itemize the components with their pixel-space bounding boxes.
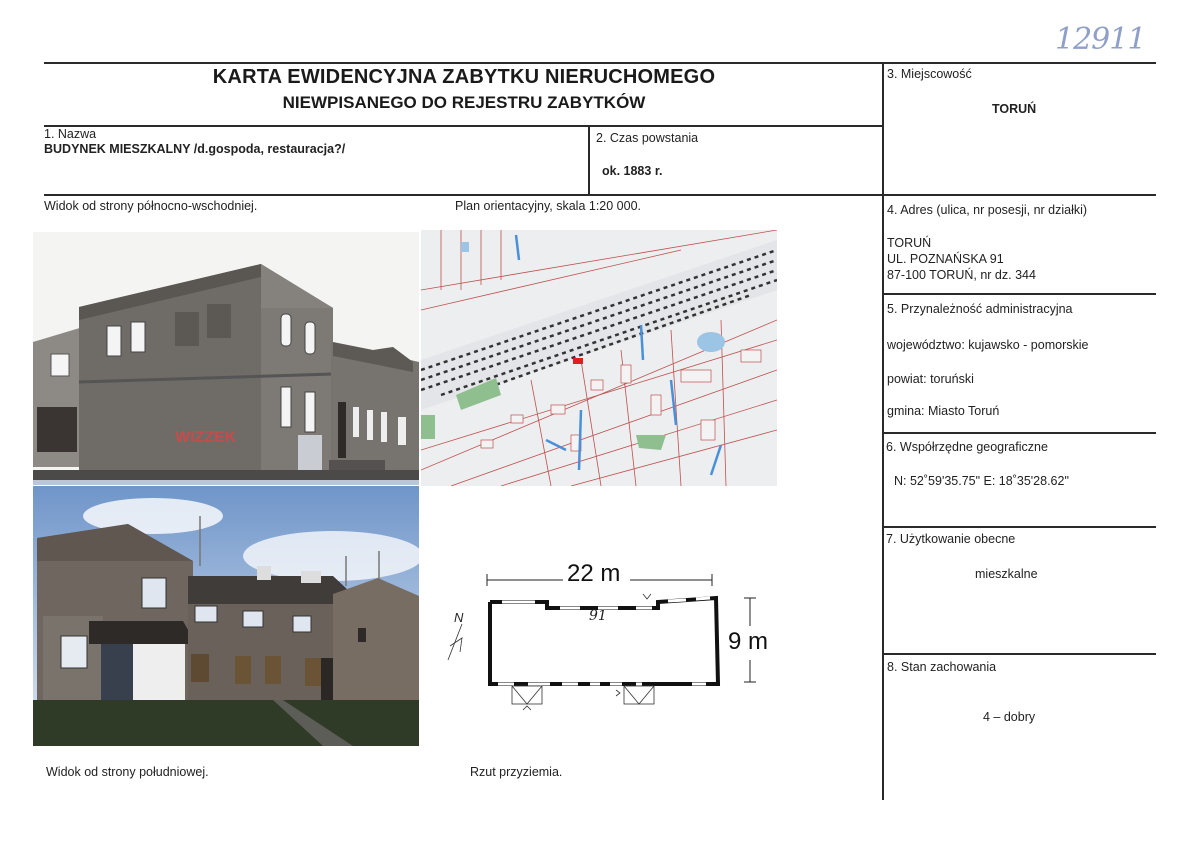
admin-voivodeship: województwo: kujawsko - pomorskie xyxy=(887,338,1089,352)
plan-width-label: 22 m xyxy=(567,560,621,587)
coords-label: 6. Współrzędne geograficzne xyxy=(886,440,1048,454)
name-value: BUDYNEK MIESZKALNY /d.gospoda, restauracja?/ xyxy=(44,142,346,156)
admin-label: 5. Przynależność administracyjna xyxy=(887,302,1073,316)
locality-label: 3. Miejscowość xyxy=(887,67,972,81)
name-date-divider xyxy=(588,125,590,195)
photo-s-caption: Widok od strony południowej. xyxy=(46,765,209,779)
svg-text:WIZZEK: WIZZEK xyxy=(175,429,237,446)
usage-value: mieszkalne xyxy=(975,567,1038,581)
locality-value: TORUŃ xyxy=(992,102,1037,116)
photo-south-view xyxy=(33,486,419,746)
admin-bottom-rule xyxy=(882,432,1156,434)
plan-caption: Rzut przyziemia. xyxy=(470,765,563,779)
admin-county: powiat: toruński xyxy=(887,372,974,386)
archive-number: 12911 xyxy=(1055,22,1146,57)
address-line-1: TORUŃ xyxy=(887,236,932,250)
document-title: KARTA EWIDENCYJNA ZABYTKU NIERUCHOMEGO xyxy=(212,66,716,88)
photo-ne-caption: Widok od strony północno-wschodniej. xyxy=(44,199,258,213)
coords-value: N: 52˚59'35.75" E: 18˚35'28.62" xyxy=(894,474,1069,488)
name-label: 1. Nazwa xyxy=(44,127,97,141)
condition-value: 4 – dobry xyxy=(983,710,1036,724)
address-line-3: 87-100 TORUŃ, nr dz. 344 xyxy=(887,268,1036,282)
document-subtitle: NIEWPISANEGO DO REJESTRU ZABYTKÓW xyxy=(282,93,646,112)
date-value: ok. 1883 r. xyxy=(602,164,663,178)
right-column-divider xyxy=(882,62,884,800)
plan-building-number: 91 xyxy=(589,608,607,624)
usage-bottom-rule xyxy=(882,653,1156,655)
address-line-2: UL. POZNAŃSKA 91 xyxy=(887,252,1004,266)
coords-bottom-rule xyxy=(882,526,1156,528)
top-rule xyxy=(44,62,1156,64)
usage-label: 7. Użytkowanie obecne xyxy=(886,532,1016,546)
floor-plan xyxy=(440,558,790,728)
admin-commune: gmina: Miasto Toruń xyxy=(887,404,1000,418)
condition-label: 8. Stan zachowania xyxy=(887,660,997,674)
plan-depth-label: 9 m xyxy=(728,628,769,655)
addr-bottom-rule xyxy=(882,293,1156,295)
date-label: 2. Czas powstania xyxy=(596,131,699,145)
header-bottom-rule xyxy=(44,125,884,127)
north-arrow-label: N xyxy=(454,610,464,625)
row1-bottom-rule xyxy=(44,194,1156,196)
map-caption: Plan orientacyjny, skala 1:20 000. xyxy=(455,199,641,213)
photo-northeast-view xyxy=(33,232,419,485)
address-label: 4. Adres (ulica, nr posesji, nr działki) xyxy=(887,203,1088,217)
orientation-map xyxy=(421,230,777,486)
